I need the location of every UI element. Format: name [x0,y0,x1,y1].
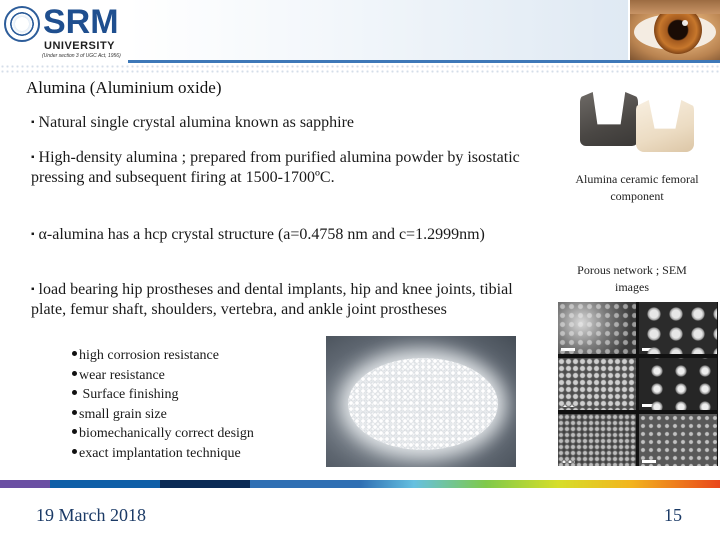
sem-images-grid [558,302,718,466]
bullet-text: load bearing hip prostheses and dental implants, hip and knee joints, tibial plate, femur shaft, shoulders, vertebra, and ankle joint prostheses [31,281,513,318]
bullet-dot-icon [72,449,77,454]
list-item: biomechanically correct design [72,424,254,444]
bullet-dot-icon [72,410,77,415]
femoral-caption: Alumina ceramic femoral component [575,172,699,203]
header [0,0,720,62]
sem-caption: Porous network ; SEM images [577,263,687,294]
list-item: high corrosion resistance [72,346,254,366]
title-main: Alumina [26,78,86,97]
logo-name: SRM [43,3,119,41]
bullet-item [31,148,531,188]
scale-bar [642,348,656,351]
header-gradient [128,0,628,62]
sem-image [558,358,636,410]
bullet-text: α-alumina has a hcp crystal structure (a=0.4758 nm and c=1.2999nm) [38,226,485,243]
bullet-item [31,280,551,320]
slide-title [26,78,221,98]
sem-image [558,414,636,466]
alumina-powder-image [326,336,516,467]
bullet-text: Natural single crystal alumina known as sapphire [38,114,355,131]
logo-tagline: (Under section 3 of UGC Act, 1956) [42,53,121,59]
bullet-item [31,113,551,133]
bullet-dot-icon [72,390,77,395]
scale-bar [561,460,575,463]
bullet-square-icon: ▪ [31,152,35,163]
scale-bar [561,348,575,351]
scale-bar [642,460,656,463]
bullet-square-icon: ▪ [31,284,35,295]
header-stripe [128,60,720,63]
scale-bar [642,404,656,407]
sem-image [639,302,717,354]
femoral-component-image [578,78,696,156]
bullet-item [31,225,531,245]
bullet-dot-icon [72,351,77,356]
bullet-square-icon: ▪ [31,229,35,240]
sem-image [639,414,717,466]
title-sub: (Aluminium oxide) [85,78,222,97]
list-item: exact implantation technique [72,444,254,464]
university-logo [2,2,126,60]
footer-date: 19 March 2018 [36,505,146,525]
list-item: Surface finishing [72,385,254,405]
ceramic-implant-shape [636,100,694,152]
bullet-text: High-density alumina ; prepared from purified alumina powder by isostatic pressing and subsequent firing at 1500-1700ºC. [31,149,520,186]
bullet-dot-icon [72,429,77,434]
logo-subtitle: UNIVERSITY [44,40,116,52]
bullet-dot-icon [72,371,77,376]
list-item: wear resistance [72,366,254,386]
scale-bar [561,404,575,407]
metal-implant-shape [580,92,638,146]
properties-list [72,346,254,463]
header-dot-pattern [0,64,720,74]
sem-image [639,358,717,410]
bullet-square-icon: ▪ [31,117,35,128]
page-number: 15 [664,505,682,525]
eye-photo [630,0,720,60]
sem-image [558,302,636,354]
university-seal-icon [4,6,40,42]
footer-color-bar [0,480,720,488]
list-item: small grain size [72,405,254,425]
